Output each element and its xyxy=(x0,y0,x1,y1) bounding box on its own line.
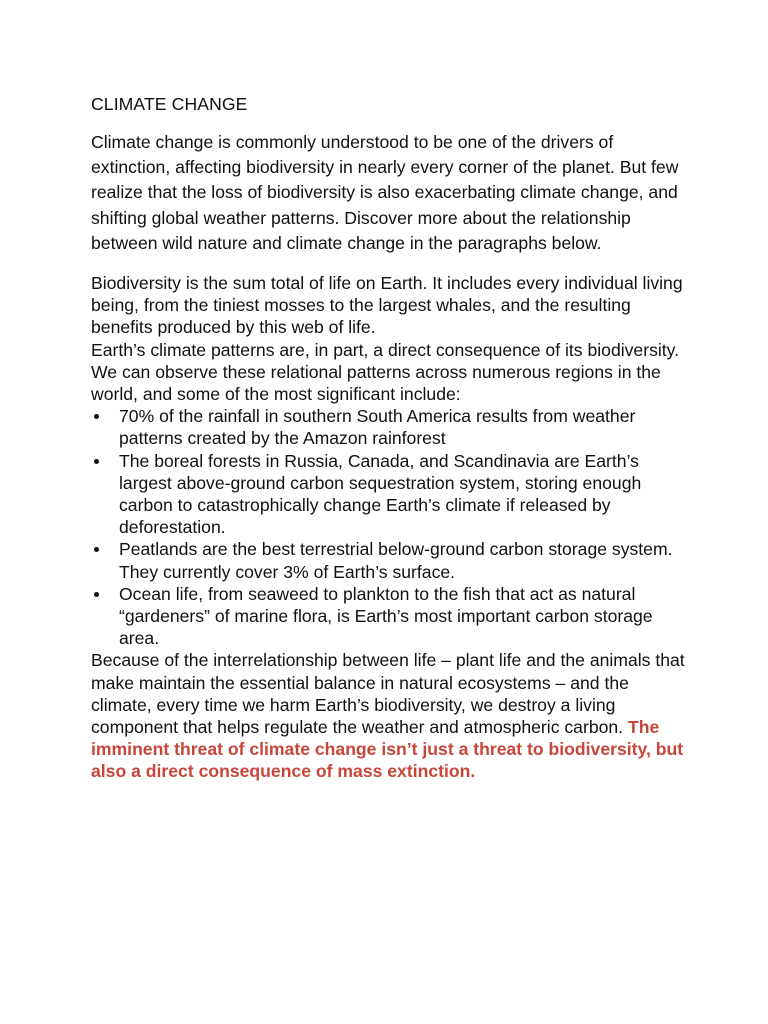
bullet-icon xyxy=(94,547,99,552)
conclusion-paragraph xyxy=(91,649,691,782)
bullet-icon xyxy=(94,414,99,419)
list-item xyxy=(91,405,691,449)
list-item xyxy=(91,583,691,650)
biodiversity-definition-paragraph: Biodiversity is the sum total of life on Earth. It includes every individual living being, from the tiniest mosses to the largest whales, and the resulting benefits produced by this web of life. xyxy=(91,273,683,338)
list-item-text: Peatlands are the best terrestrial below-ground carbon storage system. They currently cover 3% of Earth’s surface. xyxy=(119,539,673,582)
intro-paragraph: Climate change is commonly understood to be one of the drivers of extinction, affecting biodiversity in nearly every corner of the planet. But few realize that the loss of biodiversity is also exacerbating climate change, and shifting global weather patterns. Discover more about the relationship between wild nature and climate change in the paragraphs below. xyxy=(91,132,679,253)
conclusion-highlight: The imminent threat of climate change isn’t just a threat to biodiversity, but also a direct consequence of mass extinction. xyxy=(91,717,684,782)
conclusion-text: Because of the interrelationship between life – plant life and the animals that make maintain the essential balance in natural ecosystems – and the climate, every time we harm Earth’s biodiversity, we destroy a living component that helps regulate the weather and atmospheric carbon. xyxy=(91,650,685,738)
list-item-text: 70% of the rainfall in southern South America results from weather patterns created by the Amazon rainforest xyxy=(119,406,636,449)
document-title: CLIMATE CHANGE xyxy=(91,94,248,114)
bullet-icon xyxy=(94,592,99,597)
list-item xyxy=(91,450,691,539)
document-page xyxy=(91,92,691,783)
list-item-text: The boreal forests in Russia, Canada, and Scandinavia are Earth’s largest above-ground carbon sequestration system, storing enough carbon to catastrophically change Earth’s climate if released by deforestation. xyxy=(119,450,642,538)
bullet-list xyxy=(91,405,691,649)
list-item-text: Ocean life, from seaweed to plankton to the fish that act as natural “gardeners” of marine flora, is Earth’s most important carbon storage area. xyxy=(119,583,653,649)
bullet-icon xyxy=(94,459,99,464)
climate-patterns-paragraph: Earth’s climate patterns are, in part, a direct consequence of its biodiversity. We can observe these relational patterns across numerous regions in the world, and some of the most significant include: xyxy=(91,339,680,405)
list-item xyxy=(91,538,691,582)
